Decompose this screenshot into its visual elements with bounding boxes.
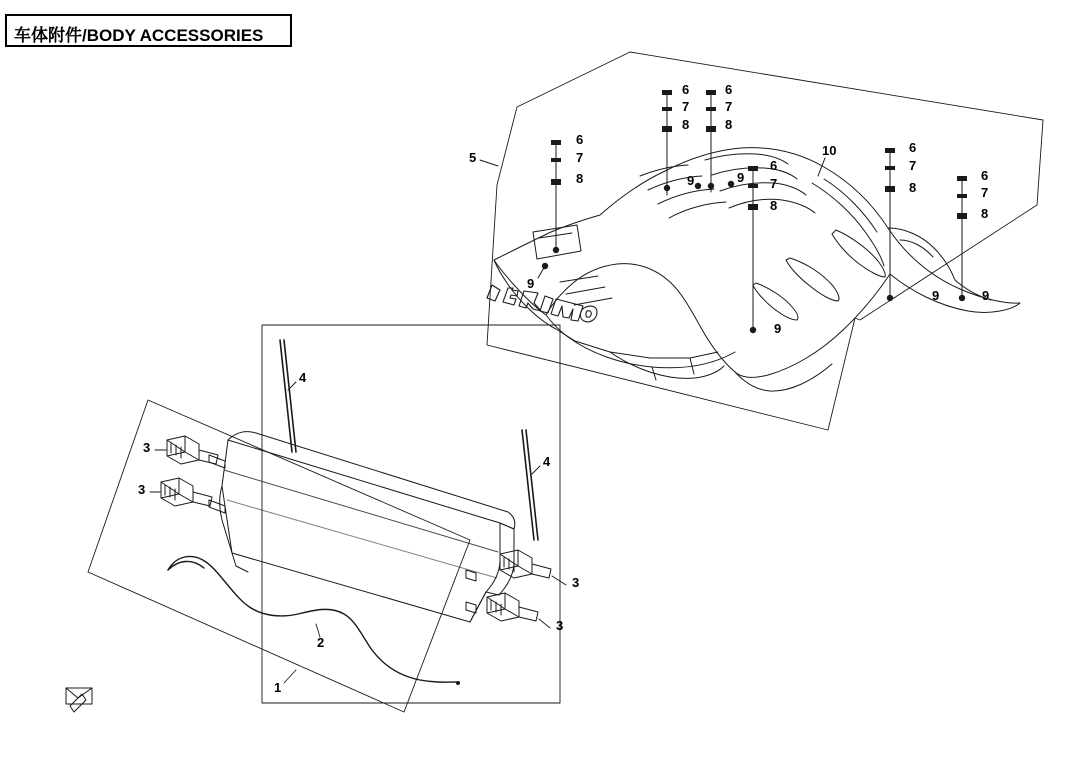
rod-part [280, 340, 538, 540]
callout-5: 5 [469, 150, 477, 165]
callout-6c: 6 [725, 82, 733, 97]
cable-harness [168, 556, 460, 685]
top-group-frame [487, 52, 1043, 430]
callout-9b: 9 [687, 173, 695, 188]
fastener-stack [748, 166, 758, 333]
callout-9d: 9 [774, 321, 782, 336]
callout-8a: 8 [576, 171, 584, 186]
callout-3b: 3 [138, 482, 146, 497]
callout-8b: 8 [682, 117, 690, 132]
callout-10: 10 [822, 143, 837, 158]
fastener-stack [662, 90, 672, 195]
callout-7a: 7 [576, 150, 584, 165]
rivet-markers [538, 181, 734, 278]
fastener-stack [885, 148, 895, 301]
connector-clip [167, 436, 218, 464]
connector-clip [500, 550, 551, 578]
callout-6d: 6 [770, 158, 778, 173]
watermark-icon [66, 688, 92, 712]
callout-8c: 8 [725, 117, 733, 132]
connector-clip [161, 478, 212, 506]
callout-7e: 7 [909, 158, 917, 173]
storage-box [209, 432, 515, 622]
connector-clip [487, 593, 538, 621]
callout-1: 1 [274, 680, 282, 695]
callout-2: 2 [317, 635, 325, 650]
page-title-box [5, 14, 292, 47]
callout-3c: 3 [572, 575, 580, 590]
lower-group-frames [88, 325, 560, 712]
callout-9c: 9 [737, 170, 745, 185]
callout-9a: 9 [527, 276, 535, 291]
callout-6a: 6 [576, 132, 584, 147]
callout-7f: 7 [981, 185, 989, 200]
callout-8f: 8 [981, 206, 989, 221]
callout-8d: 8 [770, 198, 778, 213]
callout-4a: 4 [299, 370, 307, 385]
callout-4b: 4 [543, 454, 551, 469]
callout-6f: 6 [981, 168, 989, 183]
callout-7d: 7 [770, 176, 778, 191]
callout-9f: 9 [982, 288, 990, 303]
callout-3d: 3 [556, 618, 564, 633]
callout-7b: 7 [682, 99, 690, 114]
leader-lines [150, 382, 566, 683]
fastener-stack [706, 90, 716, 192]
callout-6e: 6 [909, 140, 917, 155]
callout-6b: 6 [682, 82, 690, 97]
callout-9e: 9 [932, 288, 940, 303]
leader-5 [480, 160, 498, 166]
callout-3a: 3 [143, 440, 151, 455]
page-title: 车体附件/BODY ACCESSORIES [14, 26, 264, 45]
callout-8e: 8 [909, 180, 917, 195]
callout-7c: 7 [725, 99, 733, 114]
